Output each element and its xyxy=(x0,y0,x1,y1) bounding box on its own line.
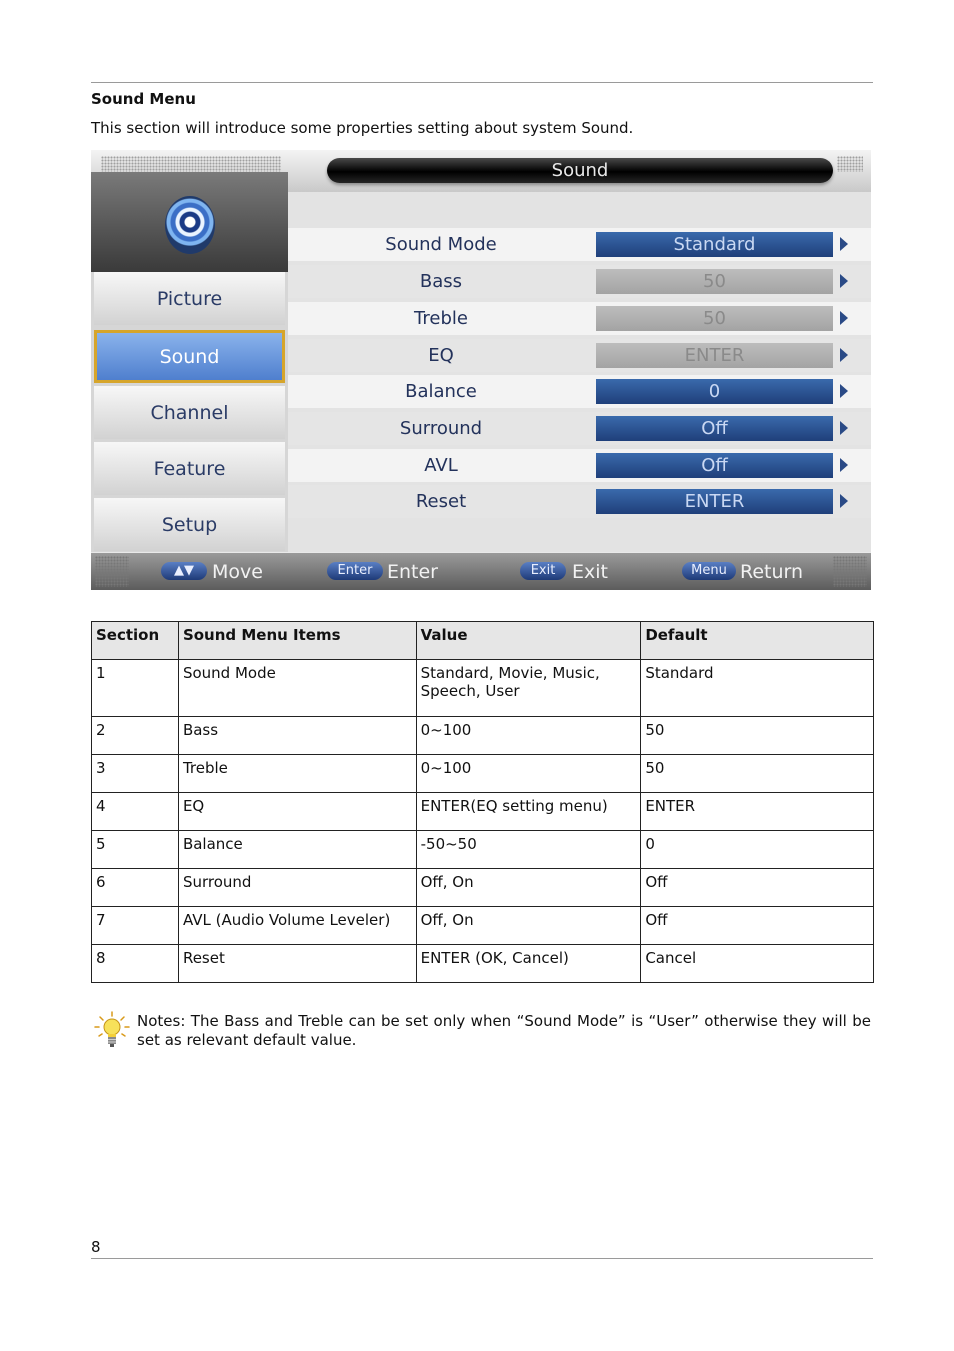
cell-item: Surround xyxy=(178,869,416,907)
table-row xyxy=(92,945,874,983)
enter-hint: Enter xyxy=(387,561,438,583)
osd-side-menu xyxy=(91,172,288,552)
cell-section: 5 xyxy=(92,831,179,869)
side-item-sound[interactable] xyxy=(94,330,285,383)
arrow-right-icon[interactable] xyxy=(840,384,848,398)
move-key-icon: ▲▼ xyxy=(161,562,207,580)
bottom-grip-left xyxy=(95,556,129,587)
setting-row-avl[interactable] xyxy=(288,449,871,482)
setting-label: EQ xyxy=(428,345,454,366)
table-row xyxy=(92,755,874,793)
table-row xyxy=(92,793,874,831)
setting-value[interactable]: ENTER xyxy=(596,489,833,514)
cell-value: Standard, Movie, Music, Speech, User xyxy=(416,660,641,717)
cell-item: Reset xyxy=(178,945,416,983)
cell-item: Balance xyxy=(178,831,416,869)
cell-value: ENTER (OK, Cancel) xyxy=(416,945,641,983)
cell-value: Off, On xyxy=(416,869,641,907)
cell-section: 2 xyxy=(92,717,179,755)
osd-title-bar xyxy=(327,158,833,183)
header-items: Sound Menu Items xyxy=(178,622,416,660)
cell-item: AVL (Audio Volume Leveler) xyxy=(178,907,416,945)
setting-row-bass[interactable] xyxy=(288,265,871,298)
sound-menu-table xyxy=(91,621,874,983)
side-item-label: Feature xyxy=(153,457,226,480)
setting-label: Surround xyxy=(399,418,483,439)
cell-default: Off xyxy=(641,907,874,945)
cell-default: 0 xyxy=(641,831,874,869)
header-default: Default xyxy=(641,622,874,660)
side-item-label: Sound xyxy=(159,345,220,368)
menu-key-icon: Menu xyxy=(682,562,736,580)
osd-hint-bar xyxy=(91,553,871,590)
cell-value: -50~50 xyxy=(416,831,641,869)
top-grip-right xyxy=(837,156,863,172)
cell-value: 0~100 xyxy=(416,717,641,755)
table-row xyxy=(92,869,874,907)
side-item-channel[interactable] xyxy=(94,386,285,439)
setting-value[interactable]: 50 xyxy=(596,306,833,331)
setting-value[interactable]: ENTER xyxy=(596,343,833,368)
setting-row-sound-mode[interactable] xyxy=(288,228,871,261)
setting-label: Balance xyxy=(405,381,477,402)
return-hint: Return xyxy=(740,561,804,583)
enter-key-icon: Enter xyxy=(327,562,383,580)
cell-default: 50 xyxy=(641,717,874,755)
note-text: Notes: The Bass and Treble can be set only when “Sound Mode” is “User” otherwise they will be set as relevant default value. xyxy=(137,1012,871,1049)
cell-value: 0~100 xyxy=(416,755,641,793)
cell-default: Cancel xyxy=(641,945,874,983)
setting-value[interactable]: Off xyxy=(596,453,833,478)
cell-section: 8 xyxy=(92,945,179,983)
side-item-label: Picture xyxy=(156,287,223,310)
cell-section: 7 xyxy=(92,907,179,945)
table-row xyxy=(92,907,874,945)
setting-row-eq[interactable] xyxy=(288,339,871,372)
header-section: Section xyxy=(92,622,179,660)
setting-label: AVL xyxy=(424,455,458,476)
exit-key-icon: Exit xyxy=(520,562,566,580)
table-row xyxy=(92,831,874,869)
setting-label: Treble xyxy=(414,308,468,329)
arrow-right-icon[interactable] xyxy=(840,494,848,508)
cell-value: ENTER(EQ setting menu) xyxy=(416,793,641,831)
side-item-feature[interactable] xyxy=(94,442,285,495)
setting-row-surround[interactable] xyxy=(288,412,871,445)
arrow-right-icon[interactable] xyxy=(840,237,848,251)
arrow-right-icon[interactable] xyxy=(840,458,848,472)
table-row xyxy=(92,717,874,755)
setting-label: Sound Mode xyxy=(385,234,497,255)
section-heading: Sound Menu xyxy=(91,90,196,108)
cell-default: 50 xyxy=(641,755,874,793)
exit-hint: Exit xyxy=(572,561,608,583)
speaker-icon xyxy=(165,196,215,254)
arrow-right-icon[interactable] xyxy=(840,274,848,288)
table-row xyxy=(92,660,874,717)
osd-title: Sound xyxy=(551,160,609,181)
header-value: Value xyxy=(416,622,641,660)
arrow-right-icon[interactable] xyxy=(840,421,848,435)
osd-settings-list xyxy=(288,192,871,552)
move-hint: Move xyxy=(212,561,263,583)
section-intro: This section will introduce some properties setting about system Sound. xyxy=(91,119,634,137)
setting-row-treble[interactable] xyxy=(288,302,871,335)
cell-item: Sound Mode xyxy=(178,660,416,717)
cell-section: 4 xyxy=(92,793,179,831)
bottom-rule xyxy=(91,1258,873,1259)
cell-item: Treble xyxy=(178,755,416,793)
arrow-right-icon[interactable] xyxy=(840,311,848,325)
cell-default: ENTER xyxy=(641,793,874,831)
setting-row-reset[interactable] xyxy=(288,485,871,518)
setting-label: Bass xyxy=(419,271,463,292)
cell-section: 6 xyxy=(92,869,179,907)
side-item-label: Channel xyxy=(150,401,229,424)
table-header-row xyxy=(92,622,874,660)
setting-value[interactable]: 50 xyxy=(596,269,833,294)
cell-default: Standard xyxy=(641,660,874,717)
top-rule xyxy=(91,82,873,83)
cell-item: Bass xyxy=(178,717,416,755)
cell-default: Off xyxy=(641,869,874,907)
sound-menu-screenshot xyxy=(91,150,871,590)
top-grip-left xyxy=(101,156,281,172)
setting-value[interactable]: Off xyxy=(596,416,833,441)
cell-value: Off, On xyxy=(416,907,641,945)
page-number: 8 xyxy=(91,1238,101,1256)
setting-label: Reset xyxy=(415,491,467,512)
setting-value[interactable]: 0 xyxy=(596,379,833,404)
bottom-grip-right xyxy=(833,556,867,587)
side-item-label: Setup xyxy=(161,513,218,536)
osd-icon-panel xyxy=(91,172,288,272)
arrow-right-icon[interactable] xyxy=(840,348,848,362)
cell-item: EQ xyxy=(178,793,416,831)
setting-value[interactable]: Standard xyxy=(596,232,833,257)
side-item-picture[interactable] xyxy=(94,272,285,325)
side-item-setup[interactable] xyxy=(94,498,285,551)
cell-section: 1 xyxy=(92,660,179,717)
lightbulb-icon xyxy=(94,1011,130,1049)
cell-section: 3 xyxy=(92,755,179,793)
setting-row-balance[interactable] xyxy=(288,375,871,408)
